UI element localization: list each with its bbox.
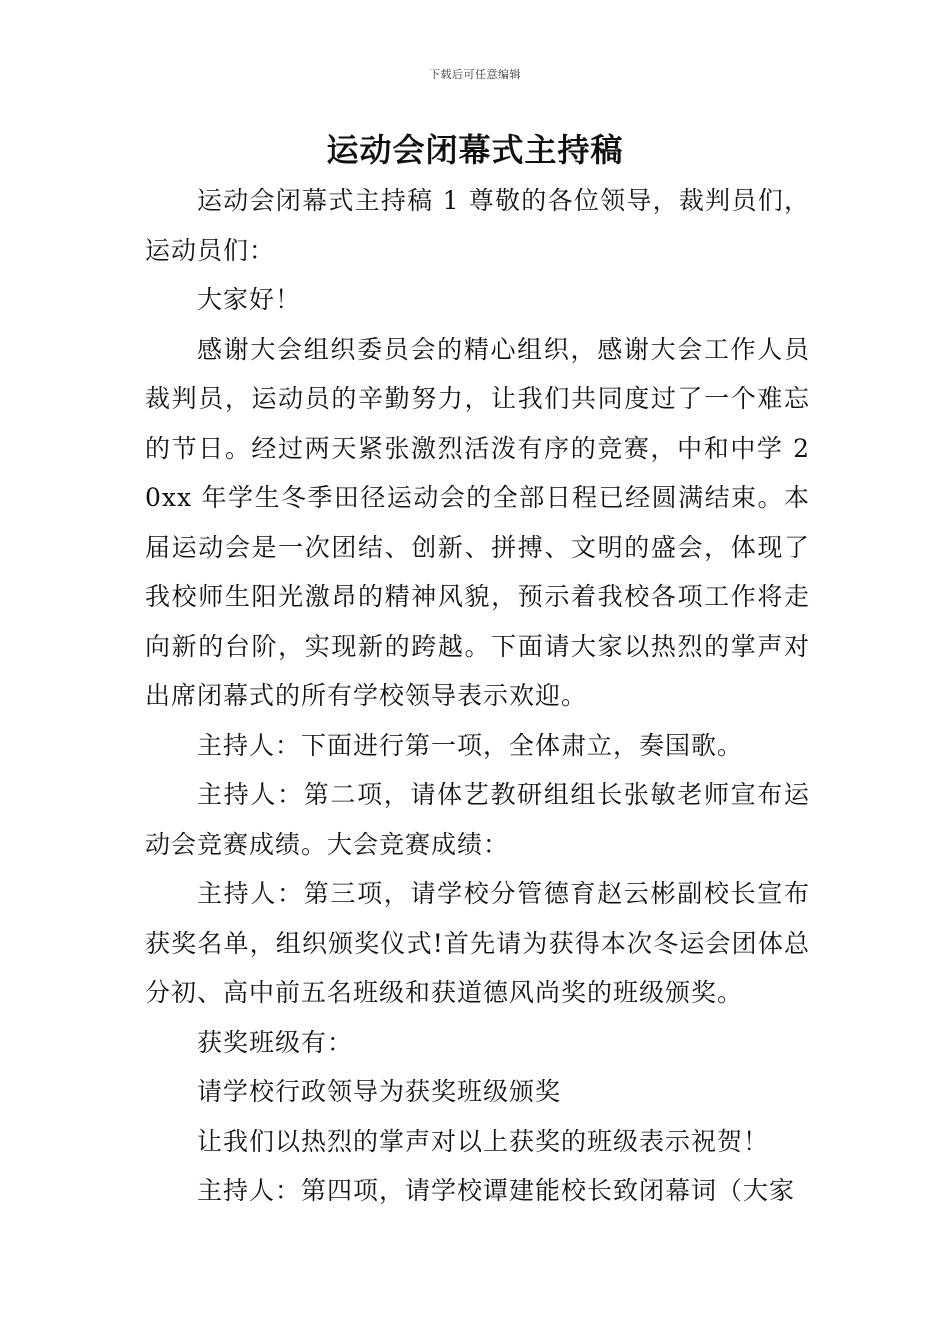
paragraph-congratulations: 让我们以热烈的掌声对以上获奖的班级表示祝贺！ — [197, 1126, 770, 1156]
document-body — [145, 176, 810, 1216]
document-title: 运动会闭幕式主持稿 — [326, 131, 624, 169]
paragraph-item-two: 主持人：第二项，请体艺教研组组长张敏老师宣布运动会竞赛成绩。大会竞赛成绩： — [145, 780, 810, 859]
paragraph-award-classes: 获奖班级有： — [197, 1027, 354, 1057]
paragraph-greeting: 大家好！ — [197, 285, 302, 314]
paragraph-opening-address: 运动会闭幕式主持稿 1 尊敬的各位领导，裁判员们，运动员们： — [145, 186, 810, 265]
paragraph-item-four: 主持人：第四项，请学校谭建能校长致闭幕词（大家 — [197, 1176, 796, 1205]
page-header-note: 下载后可任意编辑 — [429, 68, 521, 81]
paragraph-thanks: 感谢大会组织委员会的精心组织，感谢大会工作人员裁判员，运动员的辛勤努力，让我们共同度过了一个难忘的节日。经过两天紧张激烈活泼有序的竞赛，中和中学 20xx 年学生冬季田径运动会的全部日程已经圆满结束。本届运动会是一次团结、创新、拼搏、文明的盛会，体现了我校师生阳光激昂的精神风貌，预示着我校各项工作将走向新的台阶，实现新的跨越。下面请大家以热烈的掌声对出席闭幕式的所有学校领导表示欢迎。 — [145, 334, 810, 710]
paragraph-item-three: 主持人：第三项，请学校分管德育赵云彬副校长宣布获奖名单，组织颁奖仪式!首先请为获得本次冬运会团体总分初、高中前五名班级和获道德风尚奖的班级颁奖。 — [145, 879, 810, 1007]
paragraph-item-one: 主持人：下面进行第一项，全体肃立，奏国歌。 — [197, 730, 744, 760]
paragraph-award-presentation: 请学校行政领导为获奖班级颁奖 — [197, 1077, 562, 1106]
